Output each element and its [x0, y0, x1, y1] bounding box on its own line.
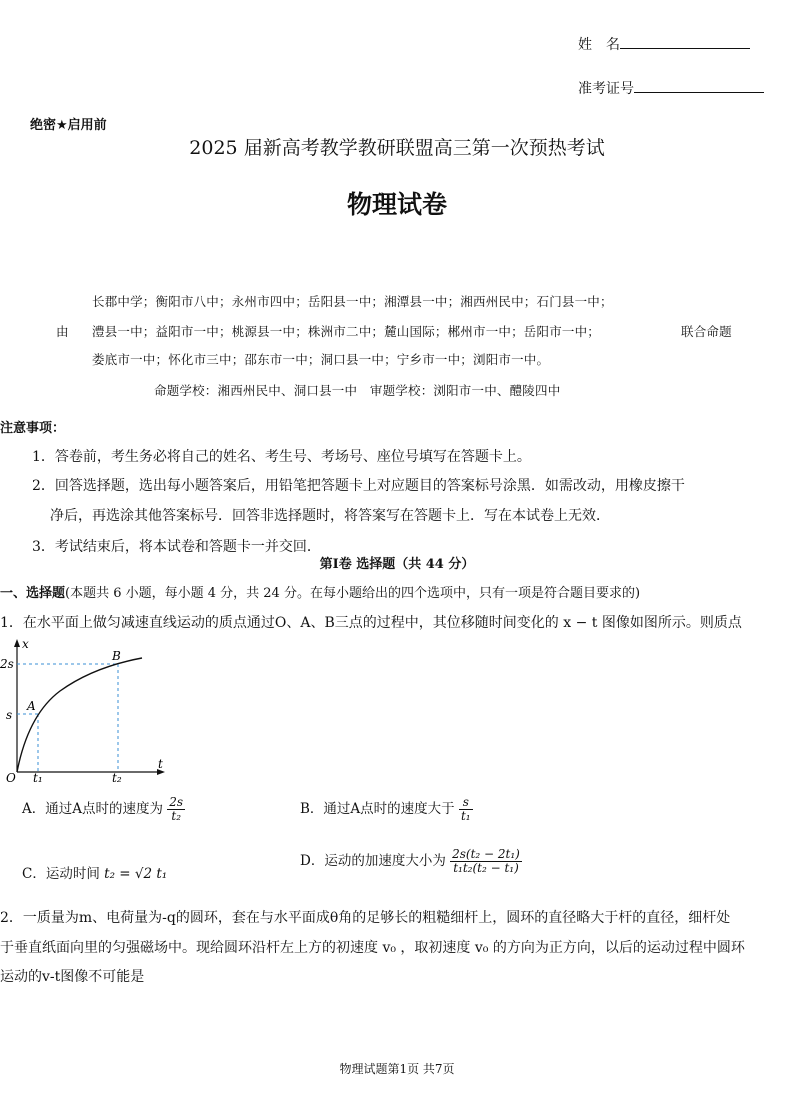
- point-a-label: A: [27, 699, 36, 713]
- name-field: [578, 34, 750, 54]
- y-axis-arrow-icon: [14, 639, 20, 647]
- xt-curve: [17, 658, 142, 772]
- q1-option-c: [22, 862, 167, 882]
- notice-title: 注意事项：: [0, 421, 66, 436]
- joint-label: 联合命题: [681, 324, 732, 339]
- option-b-text: B．通过A点时的速度大于: [300, 801, 455, 817]
- subject-title: 物理试卷: [346, 190, 447, 219]
- name-label: 姓 名: [578, 37, 620, 53]
- notice-item-3: 3．考试结束后，将本试卷和答题卡一并交回．: [32, 539, 321, 555]
- point-b-label: B: [112, 649, 121, 663]
- two-s-label: 2s: [0, 657, 14, 671]
- q1-stem: 1．在水平面上做匀减速直线运动的质点通过O、A、B三点的过程中，其位移随时间变化的 x − t 图像如图所示。则质点: [0, 615, 742, 631]
- y-axis-label: x: [22, 637, 29, 651]
- name-blank: [620, 36, 750, 49]
- secret-label: 绝密★启用前: [30, 118, 107, 133]
- part-description: (本题共 6 小题，每小题 4 分，共 24 分。在每小题给出的四个选项中，只有一项是符合题目要求的): [65, 586, 641, 601]
- option-c-formula: t₂ = √2 t₁: [104, 866, 168, 882]
- option-d-denominator: t₁t₂(t₂ − t₁): [453, 861, 519, 875]
- section-title: 第Ⅰ卷 选择题（共 44 分）: [319, 557, 475, 572]
- exam-title: 2025 届新高考教学教研联盟高三第一次预热考试: [189, 137, 605, 159]
- x-axis-label: t: [158, 757, 163, 771]
- option-d-numerator: 2s(t₂ − 2t₁): [452, 847, 520, 861]
- q1-option-b: [300, 796, 473, 823]
- option-c-text: C．运动时间: [22, 866, 100, 882]
- option-b-denominator: t₁: [460, 809, 471, 823]
- option-a-text: A．通过A点时的速度为: [22, 801, 163, 817]
- q1-option-d: [300, 848, 522, 875]
- notice-item-2b: 净后，再选涂其他答案标号．回答非选择题时，将答案写在答题卡上．写在本试卷上无效．: [50, 508, 610, 524]
- setter-schools: 命题学校：湘西州民中、洞口县一中 审题学校：浏阳市一中、醴陵四中: [154, 383, 561, 398]
- q2-line-1: 2．一质量为m、电荷量为-q的圆环，套在与水平面成θ角的足够长的粗糙细杆上，圆环的直径略大于杆的直径，细杆处: [0, 910, 731, 926]
- option-a-denominator: t₂: [171, 809, 182, 823]
- schools-line-1: 长郡中学；衡阳市八中；永州市四中；岳阳县一中；湘潭县一中；湘西州民中；石门县一中；: [92, 294, 613, 309]
- exam-number-blank: [634, 80, 764, 93]
- option-b-numerator: s: [459, 796, 473, 810]
- t2-label: t₂: [112, 771, 122, 785]
- q2-line-2: 于垂直纸面向里的匀强磁场中。现给圆环沿杆左上方的初速度 v₀ ，取初速度 v₀ 的方向为正方向，以后的运动过程中圆环: [0, 940, 745, 956]
- q2-line-3: 运动的v-t图像不可能是: [0, 969, 145, 985]
- q1-xt-graph: [0, 636, 175, 786]
- exam-number-label: 准考证号: [578, 81, 634, 97]
- option-a-numerator: 2s: [169, 795, 184, 809]
- notice-item-2a: 2．回答选择题，选出每小题答案后，用铅笔把答题卡上对应题目的答案标号涂黑．如需改动，用橡皮擦干: [32, 478, 685, 494]
- schools-you: 由: [56, 324, 69, 339]
- notice-item-1: 1．答卷前，考生务必将自己的姓名、考生号、考场号、座位号填写在答题卡上。: [32, 449, 531, 465]
- q1-option-a: [22, 796, 185, 823]
- option-d-fraction: [450, 848, 522, 875]
- option-d-text: D．运动的加速度大小为: [300, 853, 446, 869]
- page-footer: 物理试题第1页 共7页: [339, 1062, 455, 1076]
- part-label: 一、选择题: [0, 586, 66, 601]
- schools-line-3: 娄底市一中；怀化市三中；邵东市一中；洞口县一中；宁乡市一中；浏阳市一中。: [92, 352, 550, 367]
- origin-label: O: [6, 771, 16, 785]
- schools-line-2: 澧县一中；益阳市一中；桃源县一中；株洲市二中；麓山国际；郴州市一中；岳阳市一中；: [92, 324, 601, 339]
- part-heading: [0, 582, 640, 601]
- option-b-fraction: [459, 796, 473, 823]
- s-label: s: [6, 708, 13, 722]
- option-a-fraction: [167, 796, 185, 823]
- exam-number-field: [578, 78, 764, 98]
- t1-label: t₁: [33, 771, 43, 785]
